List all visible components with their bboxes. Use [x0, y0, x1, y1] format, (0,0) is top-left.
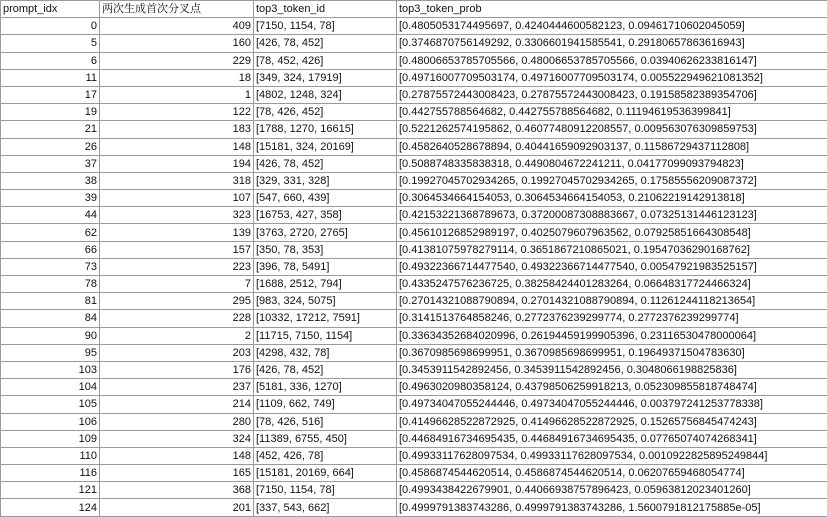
cell-top3-token-id[interactable]: [1788, 1270, 16615]: [254, 121, 397, 138]
cell-first-divergence[interactable]: 148: [100, 138, 254, 155]
cell-top3-token-id[interactable]: [5181, 336, 1270]: [254, 379, 397, 396]
cell-top3-token-prob[interactable]: [0.49734047055244446, 0.49734047055244446, 0.003797241253778338]: [397, 396, 827, 413]
cell-first-divergence[interactable]: 228: [100, 310, 254, 327]
cell-top3-token-prob[interactable]: [0.27014321088790894, 0.27014321088790894, 0.11261244118213654]: [397, 293, 827, 310]
cell-first-divergence[interactable]: 2: [100, 327, 254, 344]
cell-top3-token-id[interactable]: [4298, 432, 78]: [254, 344, 397, 361]
cell-top3-token-prob[interactable]: [0.5221262574195862, 0.46077480912208557, 0.009563076309859753]: [397, 121, 827, 138]
table-row: [1, 121, 827, 138]
cell-prompt-idx[interactable]: 17: [1, 86, 100, 103]
cell-prompt-idx[interactable]: 6: [1, 52, 100, 69]
cell-first-divergence[interactable]: 7: [100, 276, 254, 293]
cell-top3-token-prob[interactable]: [0.4586874544620514, 0.4586874544620514, 0.06207659468054774]: [397, 465, 827, 482]
cell-top3-token-id[interactable]: [396, 78, 5491]: [254, 258, 397, 275]
cell-first-divergence[interactable]: 176: [100, 361, 254, 378]
table-row: [1, 430, 827, 447]
table-row: [1, 18, 827, 35]
cell-prompt-idx[interactable]: 121: [1, 482, 100, 499]
cell-prompt-idx[interactable]: 81: [1, 293, 100, 310]
table-row: [1, 207, 827, 224]
table-row: [1, 35, 827, 52]
cell-top3-token-id[interactable]: [15181, 20169, 664]: [254, 465, 397, 482]
cell-prompt-idx[interactable]: 78: [1, 276, 100, 293]
table-row: [1, 69, 827, 86]
cell-top3-token-prob[interactable]: [0.49322366714477540, 0.49322366714477540, 0.00547921983525157]: [397, 258, 827, 275]
cell-prompt-idx[interactable]: 103: [1, 361, 100, 378]
cell-prompt-idx[interactable]: 105: [1, 396, 100, 413]
cell-top3-token-prob[interactable]: [0.4963020980358124, 0.43798506259918213, 0.052309855818748474]: [397, 379, 827, 396]
cell-prompt-idx[interactable]: 110: [1, 447, 100, 464]
cell-first-divergence[interactable]: 122: [100, 104, 254, 121]
table-row: [1, 344, 827, 361]
cell-top3-token-prob[interactable]: [0.3453911542892456, 0.3453911542892456, 0.3048066198825836]: [397, 361, 827, 378]
table-row: [1, 138, 827, 155]
cell-top3-token-prob[interactable]: [0.48006653785705566, 0.48006653785705566, 0.03940626233816147]: [397, 52, 827, 69]
cell-top3-token-id[interactable]: [350, 78, 353]: [254, 241, 397, 258]
cell-top3-token-id[interactable]: [426, 78, 452]: [254, 155, 397, 172]
cell-top3-token-prob[interactable]: [0.5088748335838318, 0.4490804672241211, 0.04177099093794823]: [397, 155, 827, 172]
cell-prompt-idx[interactable]: 39: [1, 190, 100, 207]
cell-first-divergence[interactable]: 18: [100, 69, 254, 86]
cell-top3-token-prob[interactable]: [0.49716007709503174, 0.49716007709503174, 0.005522949621081352]: [397, 69, 827, 86]
table-row: [1, 52, 827, 69]
table-row: [1, 224, 827, 241]
cell-top3-token-id[interactable]: [11389, 6755, 450]: [254, 430, 397, 447]
cell-prompt-idx[interactable]: 5: [1, 35, 100, 52]
cell-first-divergence[interactable]: 368: [100, 482, 254, 499]
table-row: [1, 499, 827, 516]
cell-top3-token-id[interactable]: [426, 78, 452]: [254, 361, 397, 378]
cell-first-divergence[interactable]: 229: [100, 52, 254, 69]
table-row: [1, 465, 827, 482]
cell-top3-token-prob[interactable]: [0.4335247576236725, 0.38258424401283264, 0.06648317724466324]: [397, 276, 827, 293]
cell-top3-token-prob[interactable]: [0.3670985698699951, 0.3670985698699951, 0.19649371504783630]: [397, 344, 827, 361]
cell-first-divergence[interactable]: 107: [100, 190, 254, 207]
table-row: [1, 293, 827, 310]
cell-top3-token-id[interactable]: [452, 426, 78]: [254, 447, 397, 464]
cell-top3-token-id[interactable]: [78, 426, 452]: [254, 104, 397, 121]
cell-top3-token-id[interactable]: [983, 324, 5075]: [254, 293, 397, 310]
cell-prompt-idx[interactable]: 84: [1, 310, 100, 327]
column-header-first-divergence[interactable]: 两次生成首次分叉点: [100, 1, 254, 18]
cell-top3-token-prob[interactable]: [0.45610126852989197, 0.4025079607963562, 0.07925851664308548]: [397, 224, 827, 241]
cell-prompt-idx[interactable]: 116: [1, 465, 100, 482]
cell-first-divergence[interactable]: 318: [100, 172, 254, 189]
column-header-prompt-idx[interactable]: prompt_idx: [1, 1, 100, 18]
cell-top3-token-prob[interactable]: [0.44684916734695435, 0.44684916734695435, 0.07765074074268341]: [397, 430, 827, 447]
cell-top3-token-id[interactable]: [7150, 1154, 78]: [254, 482, 397, 499]
cell-top3-token-prob[interactable]: [0.4993438422679901, 0.44066938757896423, 0.05963812023401260]: [397, 482, 827, 499]
cell-prompt-idx[interactable]: 104: [1, 379, 100, 396]
table-row: [1, 104, 827, 121]
cell-prompt-idx[interactable]: 109: [1, 430, 100, 447]
cell-first-divergence[interactable]: 165: [100, 465, 254, 482]
cell-top3-token-id[interactable]: [426, 78, 452]: [254, 35, 397, 52]
cell-top3-token-prob[interactable]: [0.41381075978279114, 0.3651867210865021, 0.19547036290168762]: [397, 241, 827, 258]
cell-top3-token-id[interactable]: [16753, 427, 358]: [254, 207, 397, 224]
cell-prompt-idx[interactable]: 90: [1, 327, 100, 344]
cell-top3-token-id[interactable]: [547, 660, 439]: [254, 190, 397, 207]
table-row: [1, 86, 827, 103]
table-row: [1, 361, 827, 378]
table-row: [1, 276, 827, 293]
table-row: [1, 258, 827, 275]
cell-prompt-idx[interactable]: 11: [1, 69, 100, 86]
cell-top3-token-prob[interactable]: [0.3064534664154053, 0.3064534664154053, 0.21062219142913818]: [397, 190, 827, 207]
table-row: [1, 327, 827, 344]
cell-top3-token-prob[interactable]: [0.41496628522872925, 0.41496628522872925, 0.15265756845474243]: [397, 413, 827, 430]
column-header-top3-token-id[interactable]: top3_token_id: [254, 1, 397, 18]
cell-prompt-idx[interactable]: 19: [1, 104, 100, 121]
cell-prompt-idx[interactable]: 95: [1, 344, 100, 361]
table-row: [1, 482, 827, 499]
cell-top3-token-id[interactable]: [7150, 1154, 78]: [254, 18, 397, 35]
cell-top3-token-prob[interactable]: [0.3746870756149292, 0.3306601941585541, 0.29180657863616943]: [397, 35, 827, 52]
table-row: [1, 190, 827, 207]
cell-first-divergence[interactable]: 201: [100, 499, 254, 516]
cell-first-divergence[interactable]: 214: [100, 396, 254, 413]
cell-first-divergence[interactable]: 280: [100, 413, 254, 430]
cell-top3-token-prob[interactable]: [0.49933117628097534, 0.49933117628097534, 0.0010922825895249844]: [397, 447, 827, 464]
cell-top3-token-id[interactable]: [78, 452, 426]: [254, 52, 397, 69]
cell-top3-token-prob[interactable]: [0.27875572443008423, 0.27875572443008423, 0.19158582389354706]: [397, 86, 827, 103]
cell-first-divergence[interactable]: 194: [100, 155, 254, 172]
cell-top3-token-id[interactable]: [4802, 1248, 324]: [254, 86, 397, 103]
cell-prompt-idx[interactable]: 62: [1, 224, 100, 241]
cell-top3-token-prob[interactable]: [0.4805053174495697, 0.4240444600582123, 0.09461710602045059]: [397, 18, 827, 35]
cell-prompt-idx[interactable]: 106: [1, 413, 100, 430]
cell-first-divergence[interactable]: 183: [100, 121, 254, 138]
cell-prompt-idx[interactable]: 21: [1, 121, 100, 138]
table-row: [1, 379, 827, 396]
cell-prompt-idx[interactable]: 73: [1, 258, 100, 275]
table-row: [1, 172, 827, 189]
cell-first-divergence[interactable]: 223: [100, 258, 254, 275]
table-row: [1, 155, 827, 172]
table-row: [1, 447, 827, 464]
cell-first-divergence[interactable]: 409: [100, 18, 254, 35]
cell-prompt-idx[interactable]: 124: [1, 499, 100, 516]
cell-first-divergence[interactable]: 160: [100, 35, 254, 52]
cell-first-divergence[interactable]: 324: [100, 430, 254, 447]
cell-top3-token-prob[interactable]: [0.19927045702934265, 0.19927045702934265, 0.17585556209087372]: [397, 172, 827, 189]
cell-top3-token-id[interactable]: [78, 426, 516]: [254, 413, 397, 430]
table-row: [1, 241, 827, 258]
cell-top3-token-id[interactable]: [329, 331, 328]: [254, 172, 397, 189]
cell-top3-token-id[interactable]: [349, 324, 17919]: [254, 69, 397, 86]
table-row: [1, 396, 827, 413]
cell-top3-token-prob[interactable]: [0.442755788564682, 0.442755788564682, 0.11194619536399841]: [397, 104, 827, 121]
cell-prompt-idx[interactable]: 44: [1, 207, 100, 224]
cell-top3-token-prob[interactable]: [0.4582640528678894, 0.40441659092903137, 0.11586729437112808]: [397, 138, 827, 155]
header-row: [1, 1, 827, 18]
cell-top3-token-id[interactable]: [11715, 7150, 1154]: [254, 327, 397, 344]
column-header-top3-token-prob[interactable]: top3_token_prob: [397, 1, 827, 18]
cell-top3-token-prob[interactable]: [0.42153221368789673, 0.37200087308883667, 0.07325131446123123]: [397, 207, 827, 224]
cell-first-divergence[interactable]: 1: [100, 86, 254, 103]
table-row: [1, 413, 827, 430]
cell-first-divergence[interactable]: 295: [100, 293, 254, 310]
cell-top3-token-id[interactable]: [337, 543, 662]: [254, 499, 397, 516]
cell-prompt-idx[interactable]: 26: [1, 138, 100, 155]
cell-top3-token-id[interactable]: [1109, 662, 749]: [254, 396, 397, 413]
cell-first-divergence[interactable]: 139: [100, 224, 254, 241]
cell-prompt-idx[interactable]: 66: [1, 241, 100, 258]
cell-prompt-idx[interactable]: 0: [1, 18, 100, 35]
cell-prompt-idx[interactable]: 38: [1, 172, 100, 189]
cell-top3-token-id[interactable]: [3763, 2720, 2765]: [254, 224, 397, 241]
table-row: [1, 310, 827, 327]
cell-top3-token-id[interactable]: [15181, 324, 20169]: [254, 138, 397, 155]
cell-top3-token-prob[interactable]: [0.3141513764858246, 0.2772376239299774, 0.2772376239299774]: [397, 310, 827, 327]
cell-first-divergence[interactable]: 157: [100, 241, 254, 258]
cell-first-divergence[interactable]: 148: [100, 447, 254, 464]
cell-first-divergence[interactable]: 323: [100, 207, 254, 224]
cell-prompt-idx[interactable]: 37: [1, 155, 100, 172]
cell-top3-token-prob[interactable]: [0.4999791383743286, 0.4999791383743286, 1.5600791812175885e-05]: [397, 499, 827, 516]
cell-top3-token-id[interactable]: [1688, 2512, 794]: [254, 276, 397, 293]
cell-first-divergence[interactable]: 237: [100, 379, 254, 396]
cell-top3-token-prob[interactable]: [0.33634352684020996, 0.26194459199905396, 0.23116530478000064]: [397, 327, 827, 344]
cell-first-divergence[interactable]: 203: [100, 344, 254, 361]
cell-top3-token-id[interactable]: [10332, 17212, 7591]: [254, 310, 397, 327]
